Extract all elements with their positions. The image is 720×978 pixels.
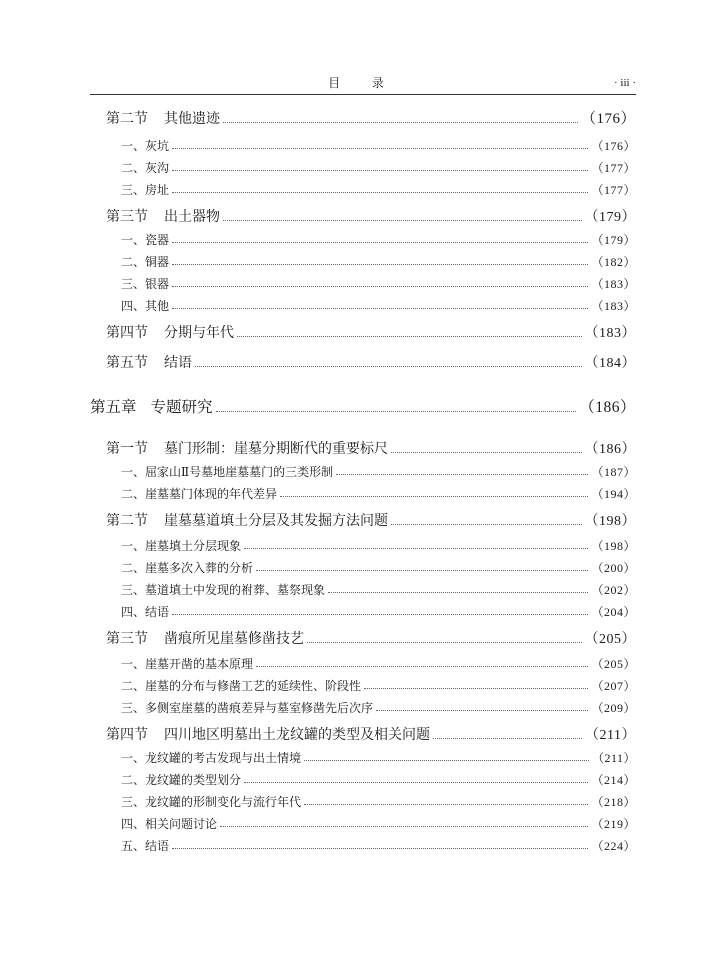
toc-entry-item[interactable] bbox=[121, 485, 636, 502]
dot-leader bbox=[220, 826, 588, 827]
toc-entry-title: 屈家山Ⅱ号墓地崖墓墓门的三类形制 bbox=[145, 465, 334, 479]
dot-leader bbox=[364, 688, 588, 689]
toc-entry-label bbox=[121, 181, 169, 198]
dot-leader bbox=[172, 848, 588, 849]
toc-entry-title: 多侧室崖墓的凿痕差异与墓室修凿先后次序 bbox=[145, 701, 374, 715]
toc-entry-number: 第五章 bbox=[90, 398, 137, 416]
toc-entry-item[interactable] bbox=[121, 159, 636, 176]
toc-entry-title: 分期与年代 bbox=[164, 325, 234, 341]
toc-entry-page: （219） bbox=[591, 817, 636, 831]
toc-entry-page: （184） bbox=[584, 356, 636, 371]
toc-entry-label bbox=[106, 108, 220, 128]
toc-entry-page: （200） bbox=[591, 561, 636, 575]
toc-entry-page: （177） bbox=[591, 161, 636, 175]
toc-entry-number: 五、 bbox=[121, 839, 146, 853]
toc-entry-title: 出土器物 bbox=[164, 209, 220, 225]
toc-entry-title: 崖墓的分布与修凿工艺的延续性、阶段性 bbox=[145, 679, 362, 693]
toc-entry-title: 龙纹罐的形制变化与流行年代 bbox=[145, 795, 302, 809]
toc-entry-title: 结语 bbox=[145, 839, 170, 853]
toc-entry-page: （214） bbox=[591, 773, 636, 787]
toc-entry-section[interactable] bbox=[106, 352, 636, 372]
toc-entry-item[interactable] bbox=[121, 603, 636, 620]
toc-entry-title: 墓门形制：崖墓分期断代的重要标尺 bbox=[164, 441, 388, 457]
toc-entry-number: 二、 bbox=[121, 773, 146, 787]
toc-entry-title: 铜器 bbox=[145, 255, 170, 269]
toc-entry-number: 二、 bbox=[121, 561, 146, 575]
toc-entry-page: （211） bbox=[591, 751, 636, 765]
toc-entry-label bbox=[121, 463, 333, 480]
dot-leader bbox=[244, 782, 588, 783]
dot-leader bbox=[172, 264, 588, 265]
toc-entry-number: 三、 bbox=[121, 183, 146, 197]
toc-entry-label bbox=[121, 603, 169, 620]
toc-entry-item[interactable] bbox=[121, 297, 636, 314]
toc-entry-item[interactable] bbox=[121, 559, 636, 576]
toc-entry-title: 结语 bbox=[164, 355, 192, 371]
toc-entry-section[interactable] bbox=[106, 510, 636, 530]
toc-entry-label bbox=[121, 699, 373, 716]
dot-leader bbox=[223, 122, 578, 123]
dot-leader bbox=[336, 474, 588, 475]
toc-entry-label bbox=[106, 322, 234, 342]
toc-entry-page: （204） bbox=[591, 605, 636, 619]
toc-entry-number: 一、 bbox=[121, 751, 146, 765]
toc-entry-label bbox=[121, 771, 241, 788]
toc-entry-number: 一、 bbox=[121, 139, 146, 153]
toc-entry-number: 三、 bbox=[121, 277, 146, 291]
dot-leader bbox=[376, 710, 588, 711]
toc-entry-item[interactable] bbox=[121, 771, 636, 788]
toc-entry-number: 第五节 bbox=[106, 355, 148, 371]
toc-entry-title: 龙纹罐的考古发现与出土情境 bbox=[145, 751, 302, 765]
toc-entry-number: 第二节 bbox=[106, 513, 148, 529]
toc-entry-title: 其他遗迹 bbox=[164, 111, 220, 127]
dot-leader bbox=[195, 366, 582, 367]
toc-entry-label bbox=[121, 485, 277, 502]
toc-entry-number: 三、 bbox=[121, 795, 146, 809]
toc-entry-label bbox=[121, 537, 241, 554]
dot-leader bbox=[307, 642, 582, 643]
toc-entry-item[interactable] bbox=[121, 537, 636, 554]
toc-entry-section[interactable] bbox=[106, 322, 636, 342]
toc-entry-item[interactable] bbox=[121, 581, 636, 598]
toc-entry-page: （211） bbox=[585, 728, 636, 743]
toc-entry-title: 四川地区明墓出土龙纹罐的类型及相关问题 bbox=[164, 727, 430, 743]
toc-entry-item[interactable] bbox=[121, 699, 636, 716]
page-folio: · iii · bbox=[614, 77, 636, 89]
toc-entry-number: 四、 bbox=[121, 299, 146, 313]
toc-entry-label bbox=[121, 677, 361, 694]
toc-entry-label bbox=[121, 231, 169, 248]
toc-entry-page: （177） bbox=[591, 183, 636, 197]
dot-leader bbox=[280, 496, 588, 497]
toc-entry-title: 银器 bbox=[145, 277, 170, 291]
toc-entry-label bbox=[106, 438, 388, 458]
dot-leader bbox=[172, 614, 588, 615]
toc-entry-title: 崖墓墓门体现的年代差异 bbox=[145, 487, 278, 501]
toc-entry-number: 一、 bbox=[121, 465, 146, 479]
dot-leader bbox=[304, 804, 588, 805]
toc-entry-label bbox=[121, 275, 169, 292]
toc-entry-item[interactable] bbox=[121, 793, 636, 810]
dot-leader bbox=[172, 148, 588, 149]
toc-entry-page: （209） bbox=[591, 701, 636, 715]
toc-entry-number: 一、 bbox=[121, 539, 146, 553]
toc-entry-page: （187） bbox=[591, 465, 636, 479]
toc-entry-label bbox=[121, 749, 301, 766]
toc-entry-section[interactable] bbox=[106, 628, 636, 648]
toc-entry-number: 一、 bbox=[121, 233, 146, 247]
toc-entry-label bbox=[121, 793, 301, 810]
dot-leader bbox=[328, 592, 588, 593]
toc-entry-item[interactable] bbox=[121, 655, 636, 672]
toc-entry-item[interactable] bbox=[121, 677, 636, 694]
toc-entry-number: 第四节 bbox=[106, 325, 148, 341]
toc-entry-number: 三、 bbox=[121, 701, 146, 715]
toc-entry-number: 三、 bbox=[121, 583, 146, 597]
toc-entry-item[interactable] bbox=[121, 275, 636, 292]
toc-entry-number: 二、 bbox=[121, 255, 146, 269]
toc-entry-section[interactable] bbox=[106, 724, 636, 744]
toc-entry-number: 二、 bbox=[121, 679, 146, 693]
toc-entry-title: 龙纹罐的类型划分 bbox=[145, 773, 242, 787]
dot-leader bbox=[172, 192, 588, 193]
dot-leader bbox=[391, 524, 582, 525]
toc-entry-number: 四、 bbox=[121, 817, 146, 831]
dot-leader bbox=[172, 308, 588, 309]
toc-entry-item[interactable] bbox=[121, 749, 636, 766]
toc-entry-number: 第一节 bbox=[106, 441, 148, 457]
toc-entry-item[interactable] bbox=[121, 181, 636, 198]
dot-leader bbox=[433, 738, 582, 739]
toc-entry-label bbox=[121, 297, 169, 314]
toc-entry-title: 专题研究 bbox=[150, 398, 213, 416]
toc-entry-title: 灰沟 bbox=[145, 161, 170, 175]
toc-entry-page: （194） bbox=[591, 487, 636, 501]
toc-entry-section[interactable] bbox=[106, 438, 636, 458]
dot-leader bbox=[304, 760, 589, 761]
toc-entry-page: （179） bbox=[584, 210, 636, 225]
dot-leader bbox=[256, 666, 588, 667]
dot-leader bbox=[391, 452, 582, 453]
toc-entry-label bbox=[106, 510, 388, 530]
dot-leader bbox=[172, 286, 588, 287]
toc-entry-page: （186） bbox=[584, 442, 636, 457]
toc-entry-page: （202） bbox=[591, 583, 636, 597]
running-title: 目 录 bbox=[328, 76, 398, 90]
toc-entry-title: 灰坑 bbox=[145, 139, 170, 153]
toc-entry-page: （176） bbox=[580, 111, 636, 127]
toc-entry-item[interactable] bbox=[121, 231, 636, 248]
toc-entry-title: 结语 bbox=[145, 605, 170, 619]
toc-entry-number: 第三节 bbox=[106, 209, 148, 225]
toc-entry-page: （205） bbox=[591, 657, 636, 671]
toc-entry-section[interactable] bbox=[106, 108, 636, 128]
toc-entry-number: 第二节 bbox=[106, 111, 148, 127]
dot-leader bbox=[237, 336, 582, 337]
toc-entry-page: （186） bbox=[579, 399, 636, 416]
toc-entry-page: （205） bbox=[584, 632, 636, 647]
toc-entry-title: 凿痕所见崖墓修凿技艺 bbox=[164, 631, 304, 647]
toc-entry-label bbox=[121, 159, 169, 176]
dot-leader bbox=[172, 242, 588, 243]
toc-entry-title: 崖墓填土分层现象 bbox=[145, 539, 242, 553]
toc-entry-title: 其他 bbox=[145, 299, 170, 313]
toc-entry-page: （183） bbox=[584, 326, 636, 341]
toc-entry-label bbox=[121, 581, 325, 598]
toc-entry-label bbox=[121, 655, 253, 672]
toc-entry-section[interactable] bbox=[106, 206, 636, 226]
toc-entry-item[interactable] bbox=[121, 815, 636, 832]
toc-entry-label bbox=[121, 559, 253, 576]
toc-entry-page: （176） bbox=[591, 139, 636, 153]
toc-entry-item[interactable] bbox=[121, 463, 636, 480]
toc-entry-label bbox=[121, 837, 169, 854]
running-head bbox=[90, 76, 636, 95]
toc-entry-label bbox=[106, 206, 220, 226]
toc-entry-title: 相关问题讨论 bbox=[145, 817, 218, 831]
toc-entry-label bbox=[106, 724, 430, 744]
toc-entry-number: 一、 bbox=[121, 657, 146, 671]
toc-entry-page: （182） bbox=[591, 255, 636, 269]
toc-entry-number: 二、 bbox=[121, 161, 146, 175]
dot-leader bbox=[216, 411, 577, 412]
toc-entry-number: 二、 bbox=[121, 487, 146, 501]
toc-entry-page: （218） bbox=[591, 795, 636, 809]
toc-entry-title: 崖墓开凿的基本原理 bbox=[145, 657, 254, 671]
toc-entry-page: （198） bbox=[584, 514, 636, 529]
toc-entry-item[interactable] bbox=[121, 837, 636, 854]
dot-leader bbox=[223, 220, 582, 221]
toc-entry-number: 第三节 bbox=[106, 631, 148, 647]
toc-entry-label bbox=[121, 815, 217, 832]
toc-entry-page: （224） bbox=[591, 839, 636, 853]
toc-entry-label bbox=[106, 628, 304, 648]
toc-entry-chapter[interactable] bbox=[90, 395, 636, 417]
toc-entry-number: 第四节 bbox=[106, 727, 148, 743]
toc-entry-page: （183） bbox=[591, 299, 636, 313]
toc-entry-item[interactable] bbox=[121, 137, 636, 154]
toc-entry-label bbox=[121, 253, 169, 270]
dot-leader bbox=[244, 548, 588, 549]
toc-entry-page: （207） bbox=[591, 679, 636, 693]
dot-leader bbox=[172, 170, 588, 171]
toc-entry-label bbox=[106, 352, 192, 372]
toc-entry-label bbox=[90, 395, 213, 417]
toc-entry-page: （179） bbox=[591, 233, 636, 247]
toc-entry-item[interactable] bbox=[121, 253, 636, 270]
toc-entry-label bbox=[121, 137, 169, 154]
toc-entry-title: 崖墓多次入葬的分析 bbox=[145, 561, 254, 575]
toc-entry-title: 房址 bbox=[145, 183, 170, 197]
toc-entry-number: 四、 bbox=[121, 605, 146, 619]
toc-entry-page: （183） bbox=[591, 277, 636, 291]
toc-entry-title: 墓道填土中发现的祔葬、墓祭现象 bbox=[145, 583, 326, 597]
toc-entry-title: 瓷器 bbox=[145, 233, 170, 247]
toc-entry-page: （198） bbox=[591, 539, 636, 553]
toc-entry-title: 崖墓墓道填土分层及其发掘方法问题 bbox=[164, 513, 388, 529]
dot-leader bbox=[256, 570, 588, 571]
